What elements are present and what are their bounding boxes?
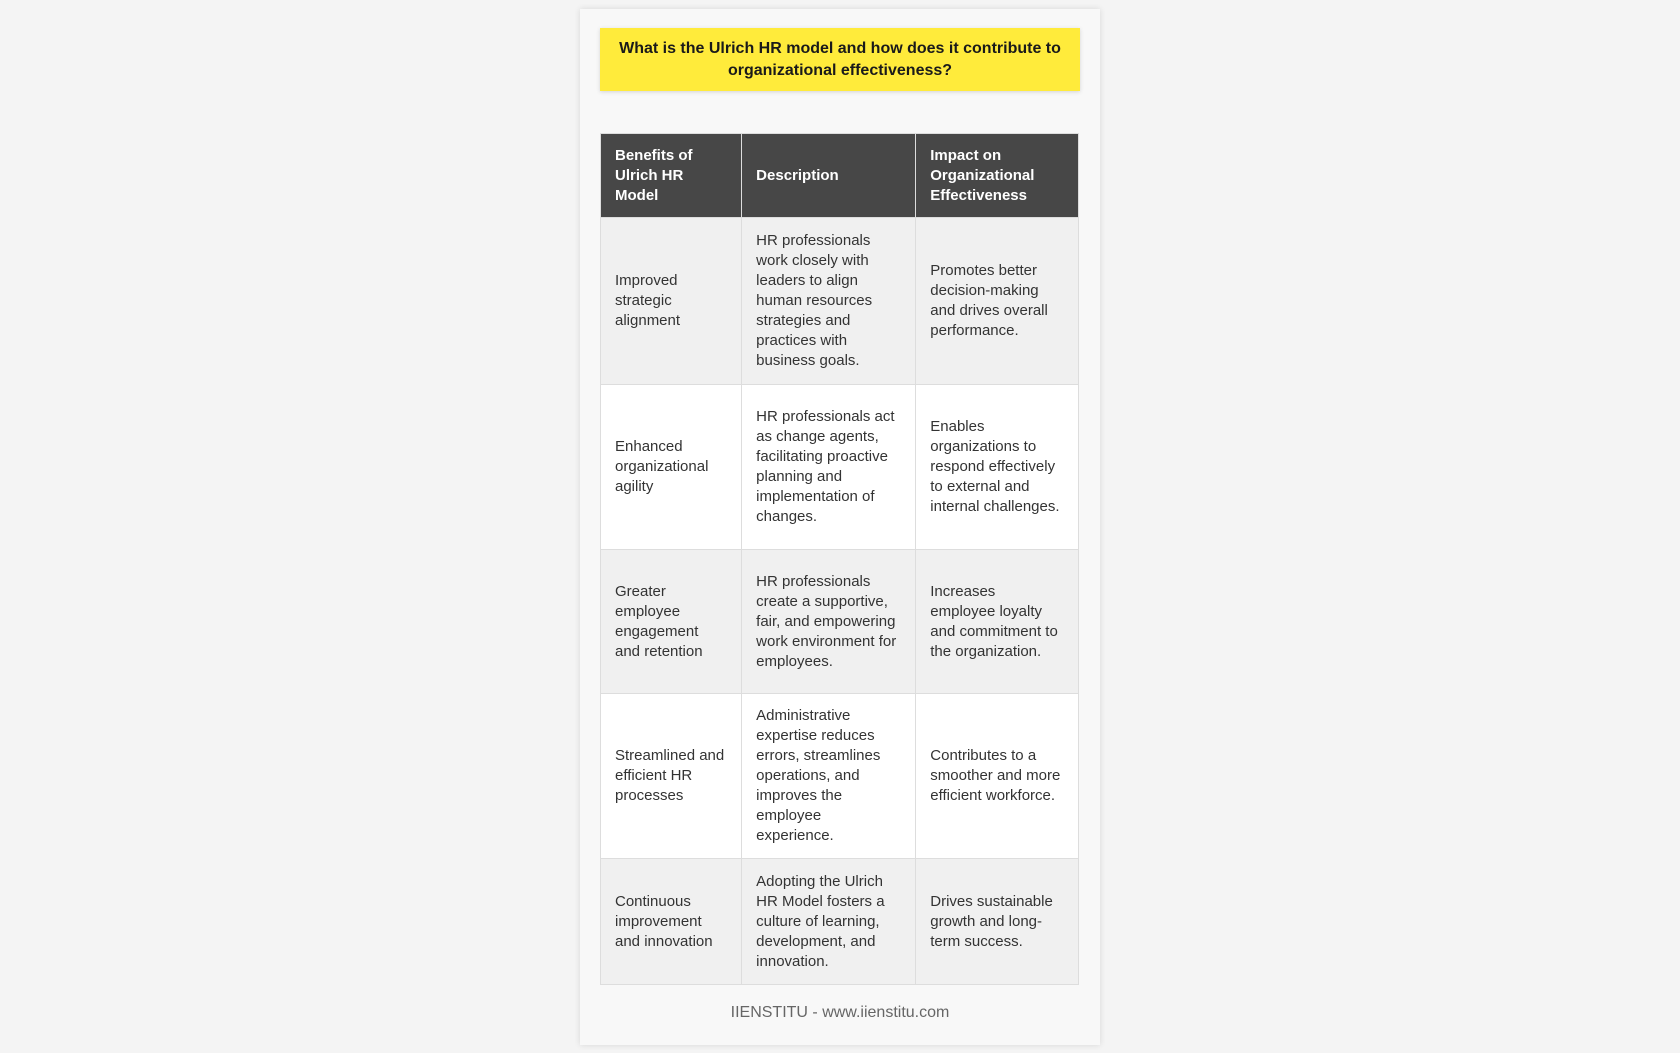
description-cell: HR professionals act as change agents, facilitating proactive planning and implementation of changes.: [742, 385, 916, 550]
description-cell: HR professionals create a supportive, fair, and empowering work environment for employees.: [742, 550, 916, 694]
content-card: [580, 9, 1100, 1045]
header-impact: Impact on Organizational Effectiveness: [916, 134, 1079, 218]
impact-cell: Enables organizations to respond effectively to external and internal challenges.: [916, 385, 1079, 550]
benefit-cell: Streamlined and efficient HR processes: [601, 694, 742, 859]
description-cell: Administrative expertise reduces errors, streamlines operations, and improves the employee experience.: [742, 694, 916, 859]
table-row: [601, 550, 1079, 694]
footer-credit: IIENSTITU - www.iienstitu.com: [730, 1004, 950, 1021]
benefit-cell: Enhanced organizational agility: [601, 385, 742, 550]
benefits-table: [600, 133, 1079, 985]
impact-cell: Contributes to a smoother and more efficient workforce.: [916, 694, 1079, 859]
impact-cell: Promotes better decision-making and drives overall performance.: [916, 218, 1079, 385]
description-cell: HR professionals work closely with leaders to align human resources strategies and practices with business goals.: [742, 218, 916, 385]
table-header-row: [601, 134, 1079, 218]
benefit-cell: Improved strategic alignment: [601, 218, 742, 385]
header-description: Description: [742, 134, 916, 218]
table-row: [601, 694, 1079, 859]
benefit-cell: Continuous improvement and innovation: [601, 859, 742, 985]
table-row: [601, 859, 1079, 985]
impact-cell: Increases employee loyalty and commitment to the organization.: [916, 550, 1079, 694]
page-title: What is the Ulrich HR model and how does it contribute to organizational effectiveness?: [600, 28, 1080, 91]
header-benefits: Benefits of Ulrich HR Model: [601, 134, 742, 218]
table-row: [601, 385, 1079, 550]
description-cell: Adopting the Ulrich HR Model fosters a culture of learning, development, and innovation.: [742, 859, 916, 985]
impact-cell: Drives sustainable growth and long-term success.: [916, 859, 1079, 985]
benefit-cell: Greater employee engagement and retention: [601, 550, 742, 694]
table-row: [601, 218, 1079, 385]
